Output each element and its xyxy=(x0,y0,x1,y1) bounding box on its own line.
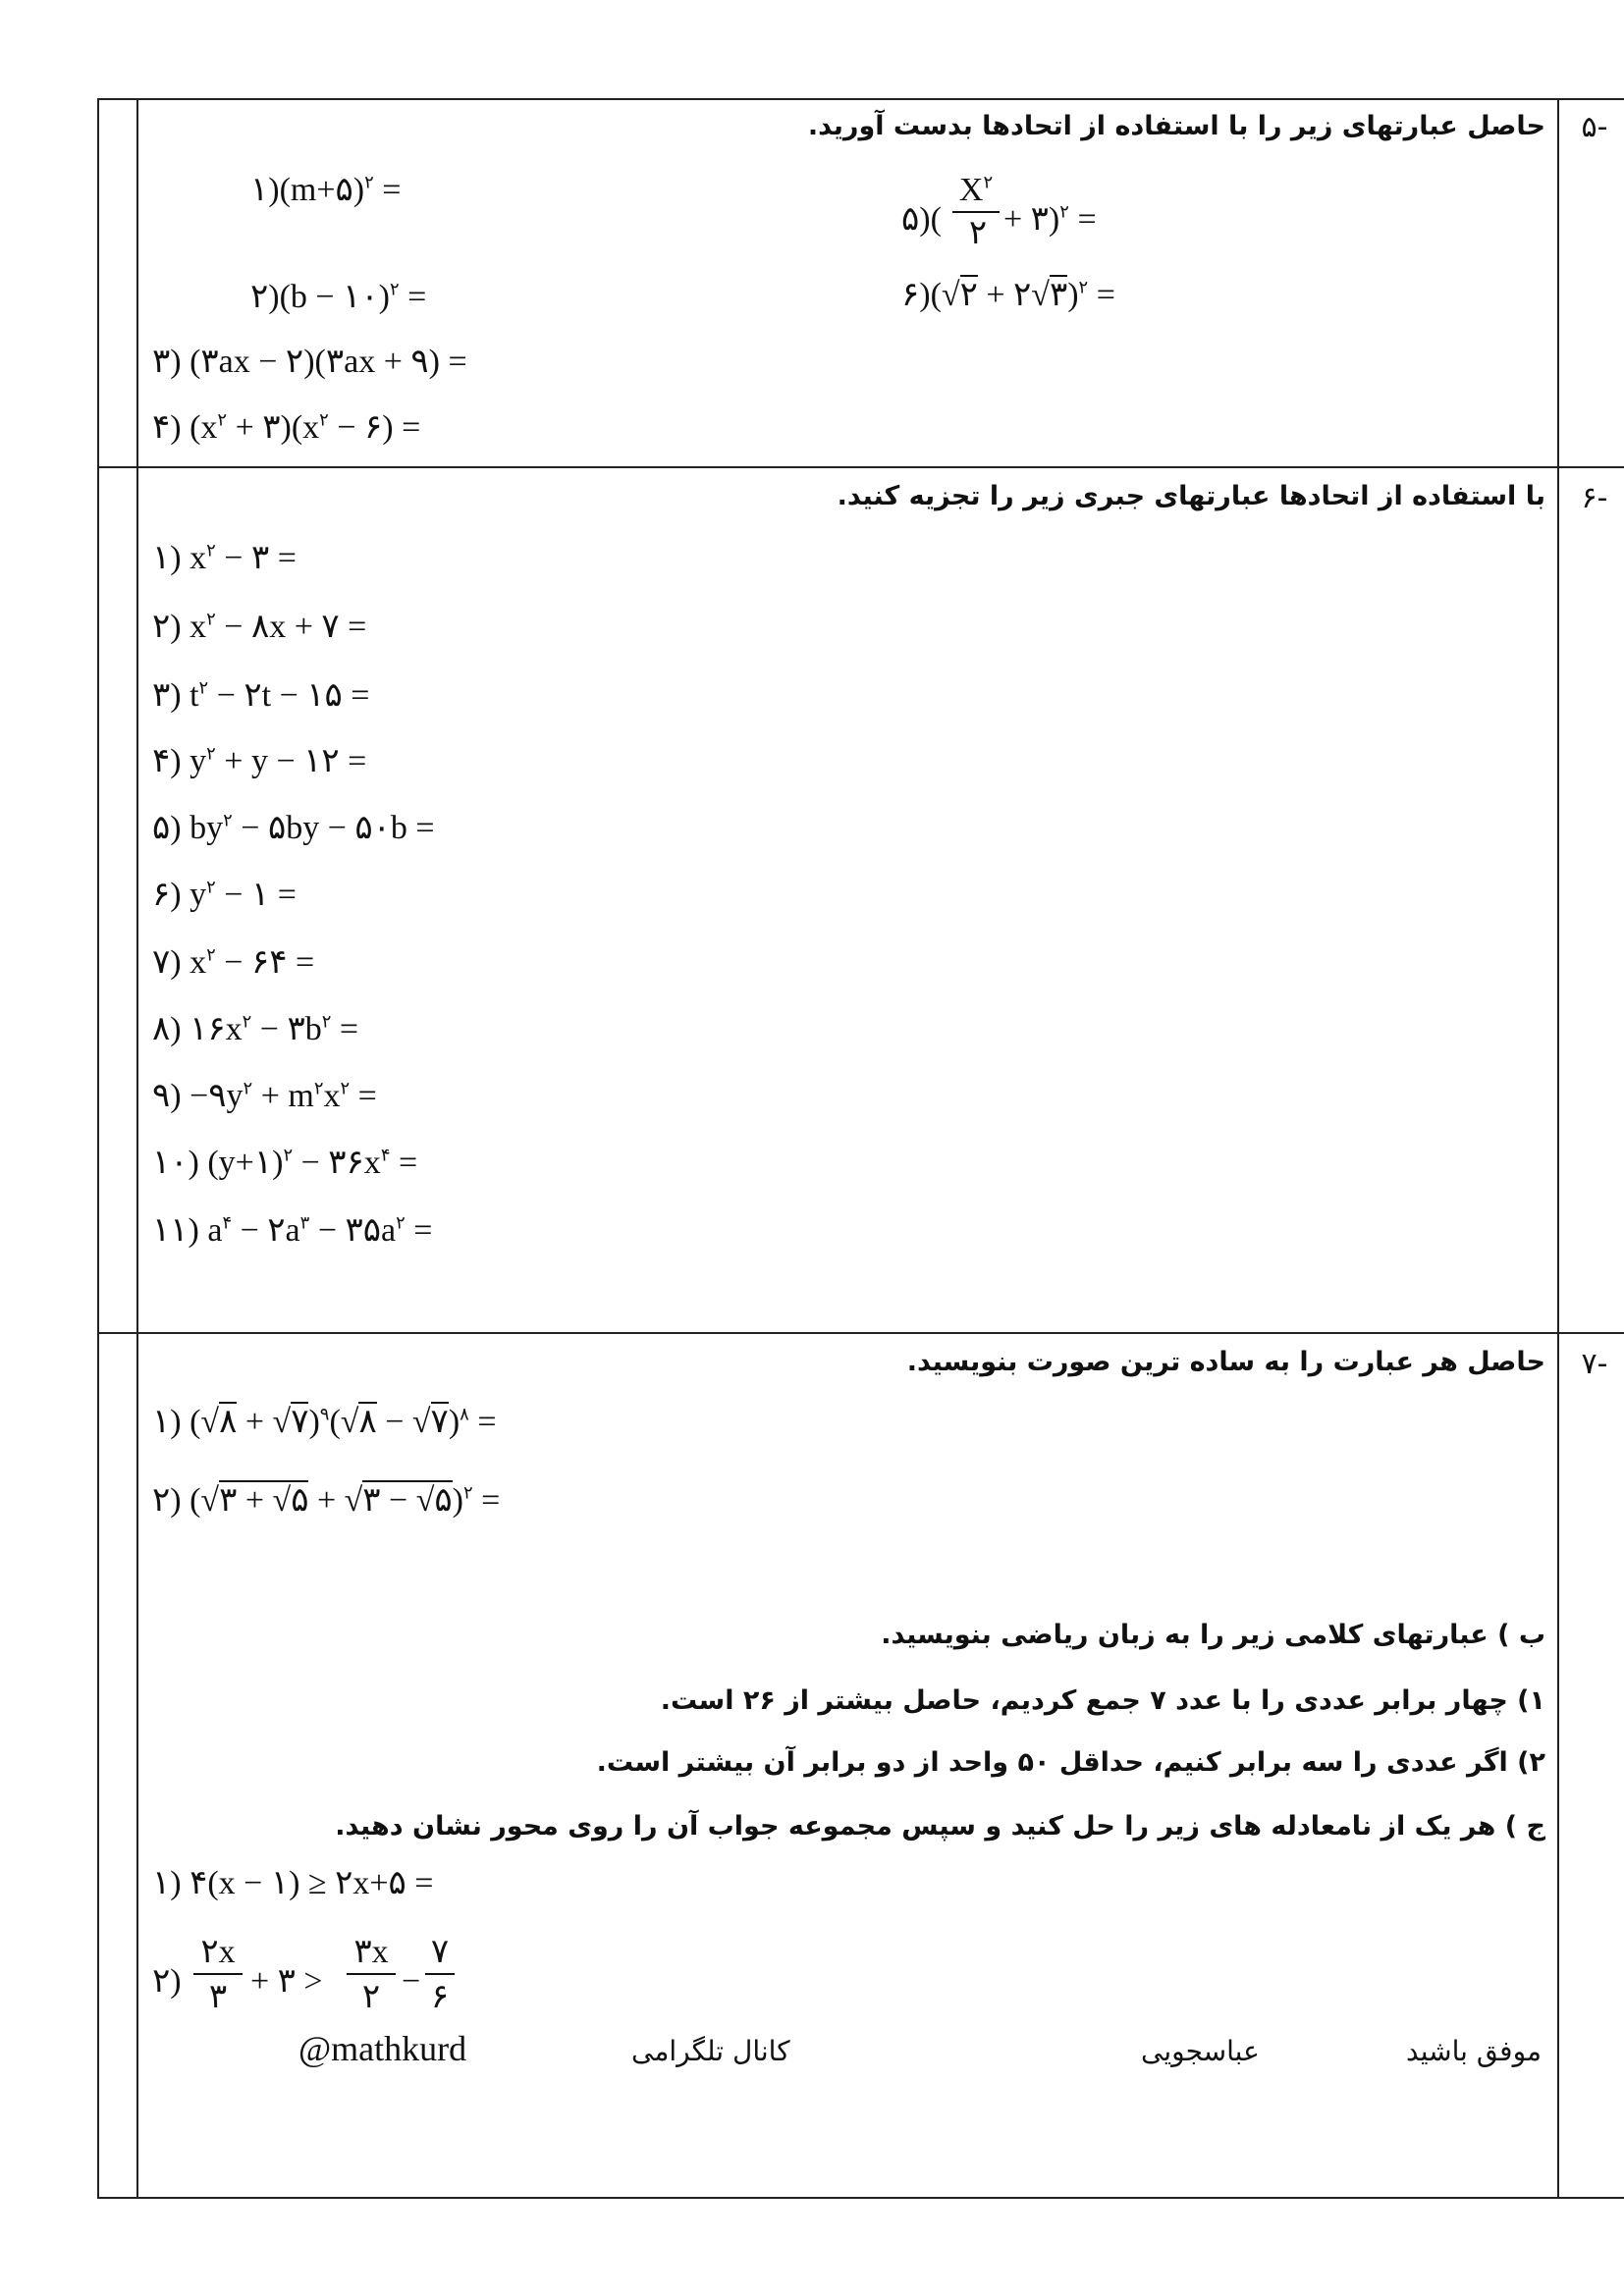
footer-telegram-handle: @mathkurd xyxy=(298,2029,467,2068)
expression-item: ۳) (۳ax − ۲)(۳ax + ۹) = xyxy=(152,344,467,380)
factor-item: ۱۰) (y+۱)$^۲$ − $۳۶x^۴$ = xyxy=(152,1145,418,1181)
footer-author: عباسجویی xyxy=(1141,2035,1260,2067)
factor-item: ۴) $y^۲ + y$ − ۱۲ = xyxy=(152,743,367,779)
inequality-item: ۲) ۲x ۳ + ۳ > ۳x ۲ − ۷ ۶ xyxy=(152,1934,447,2027)
row-divider-1 xyxy=(97,466,1624,468)
expression-item: ۶)(√۲ + ۲√۳)$^۲$ = xyxy=(901,277,1115,313)
factor-item: ۶) $y^۲$ − ۱ = xyxy=(152,877,297,913)
table-border-left xyxy=(97,98,99,2199)
factor-item: ۱۱) $a^۴$ − $۲a^۳$ − $۳۵a^۲$ = xyxy=(152,1212,433,1249)
question-number: -۶ xyxy=(1581,481,1608,515)
factor-item: ۲) $x^۲$ − ۸x + ۷ = xyxy=(152,609,367,645)
footer-wish: موفق باشید xyxy=(1406,2035,1543,2067)
part-b-item: ۱) چهار برابر عددی را با عدد ۷ جمع کردیم، حاصل بیشتر از ۲۶ است. xyxy=(660,1685,1545,1716)
expression-item: ۱)(m+۵)$^۲$ = xyxy=(250,172,402,208)
question-number: -۵ xyxy=(1581,110,1608,144)
part-b-item: ۲) اگر عددی را سه برابر کنیم، حداقل ۵۰ واحد از دو برابر آن بیشتر است. xyxy=(596,1747,1545,1778)
expression-item: ۴) ($x^۲$ + $۳)(x^۲$ − ۶) = xyxy=(152,409,421,446)
question-title: حاصل عبارتهای زیر را با استفاده از اتحادها بدست آورید. xyxy=(807,111,1545,141)
factor-item: ۱) $x^۲$ − ۳ = xyxy=(152,540,297,576)
expression-item: ۲)(b − ۱۰)$^۲$ = xyxy=(250,279,427,315)
factor-item: ۵) $by^۲$ − ۵by − ۵۰b = xyxy=(152,810,435,846)
part-b-title: ب ) عبارتهای کلامی زیر را به زبان ریاضی بنویسید. xyxy=(881,1620,1545,1650)
table-border-margin xyxy=(136,98,138,2199)
simplify-item: ۱) (√۸ + √۷)$^۹$(√۸ − √۷)$^۸$ = xyxy=(152,1404,497,1440)
part-c-title: ج ) هر یک از نامعادله های زیر را حل کنید و سپس مجموعه جواب آن را روی محور نشان دهید. xyxy=(335,1811,1545,1842)
factor-item: ۸) $۱۶x^۲$ − $۳b^۲$ = xyxy=(152,1011,359,1047)
question-title: حاصل هر عبارت را به ساده ترین صورت بنویسید. xyxy=(906,1347,1545,1377)
question-number: -۷ xyxy=(1581,1347,1608,1381)
table-border-number-column xyxy=(1557,98,1559,2199)
question-title: با استفاده از اتحادها عبارتهای جبری زیر را تجزیه کنید. xyxy=(837,481,1545,511)
factor-item: ۳) $t^۲$ − ۲t − ۱۵ = xyxy=(152,677,370,714)
footer-channel-label: کانال تلگرامی xyxy=(631,2035,790,2067)
worksheet-page: -۵ حاصل عبارتهای زیر را با استفاده از اتحادها بدست آورید. ۱)(m+۵)$^۲$ = ۲)(b − ۱۰)$^۲$ = ۳) (۳ax − ۲)(۳ax + ۹) = ۴) ($x^۲$ + $۳)(x^۲$ − ۶) = ۵)( $X^۲$ ۲ + ۳)$^۲$ = ۶)(√۲ + ۲√۳)$^۲$ = -۶ با استفاده از اتحادها عبارتهای جبری زیر را تجزیه کنید. ۱) $x^۲$ − ۳ = ۲) $x^۲$ − ۸x + ۷ = ۳) $t^۲$ − ۲t − ۱۵ = ۴) $y^۲ + y$ − ۱۲ = ۵) $by^۲$ − ۵by − ۵۰b = ۶) $y^۲$ − ۱ = ۷) $x^۲$ − ۶۴ = ۸) $۱۶x^۲$ − $۳b^۲$ = ۹) $-۹y^۲ + m^۲x^۲$ = ۱۰) (y+۱)$^۲$ − $۳۶x^۴$ = ۱۱) $a^۴$ − $۲a^۳$ − $۳۵a^۲$ = -۷ حاصل هر عبارت را به ساده ترین صورت بنویسید. ۱) (√۸ + √۷)$^۹$(√۸ − √۷)$^۸$ = ۲) (√۳ + √۵ + √۳ − √۵)$^۲$ = ب ) عبارتهای کلامی زیر را به زبان ریاضی بنویسید. ۱) چهار برابر عددی را با عدد ۷ جمع کردیم، حاصل بیشتر از ۲۶ است. ۲) اگر عددی را سه برابر کنیم، حداقل ۵۰ واحد از دو برابر آن بیشتر است. ج ) هر یک از نامعادله های زیر را حل کنید و سپس مجموعه جواب آن را روی محور نشان دهید. ۱) ۴(x − ۱) ≥ ۲x+۵ = ۲) ۲x ۳ + ۳ > ۳x ۲ − ۷ ۶ موفق باشید عباسجویی کانال تلگرامی @mathkurd xyxy=(0,0,1624,2296)
inequality-item: ۱) ۴(x − ۱) ≥ ۲x+۵ = xyxy=(152,1865,434,1901)
factor-item: ۹) $-۹y^۲ + m^۲x^۲$ = xyxy=(152,1078,377,1114)
simplify-item: ۲) (√۳ + √۵ + √۳ − √۵)$^۲$ = xyxy=(152,1482,501,1519)
factor-item: ۷) $x^۲$ − ۶۴ = xyxy=(152,944,315,981)
row-divider-2 xyxy=(97,1332,1624,1334)
